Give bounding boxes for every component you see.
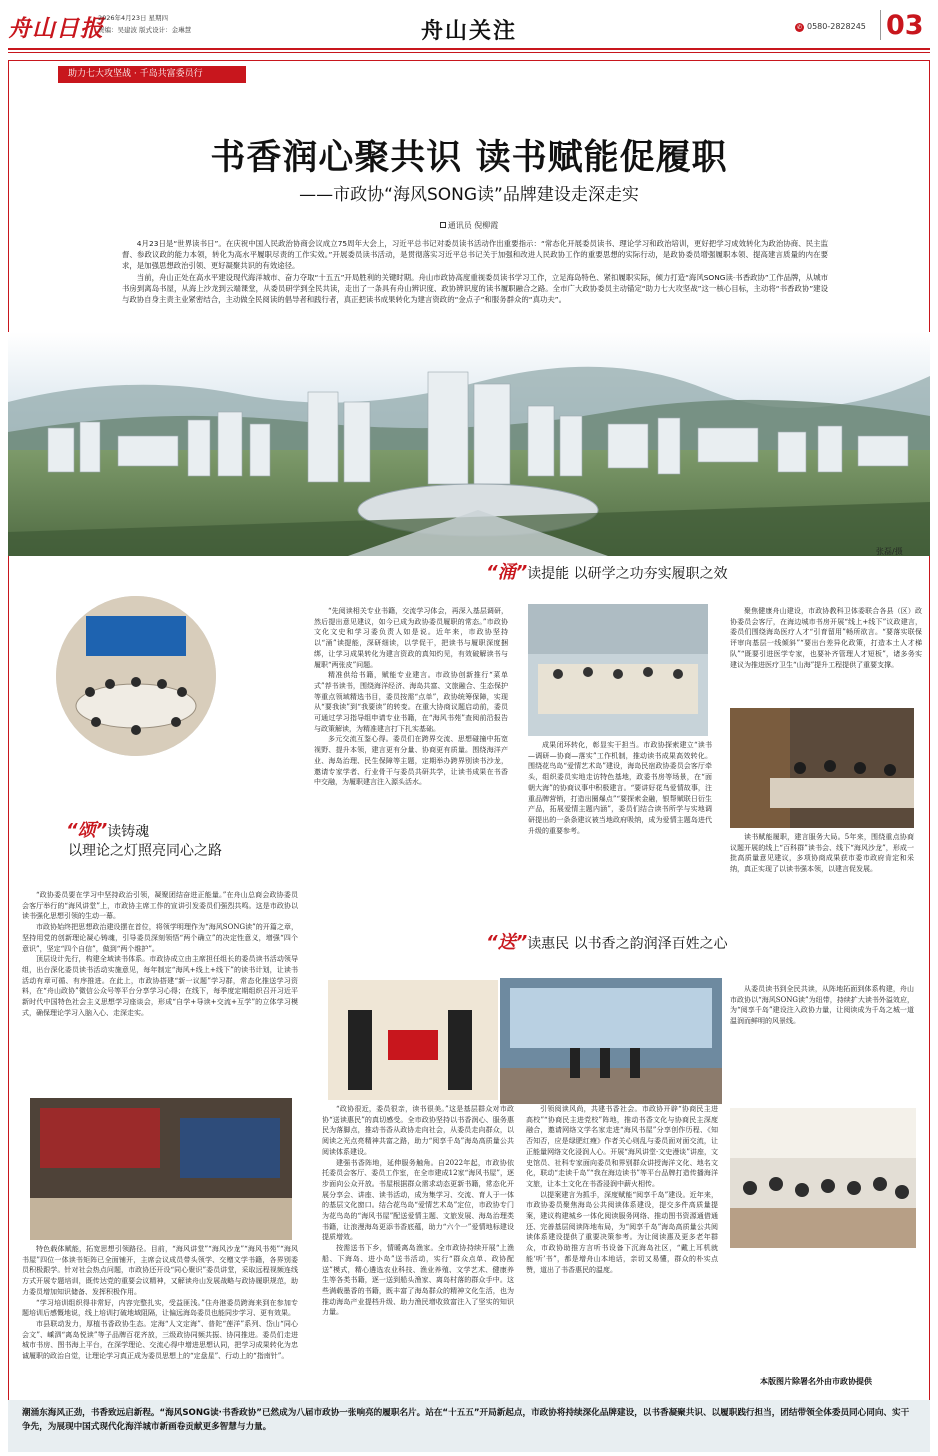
page-number: 03 (886, 10, 924, 41)
subheadline: ——市政协“海风SONG读”品牌建设走深走实 (299, 185, 639, 205)
headline: 书香润心聚共识 读书赋能促履职 (210, 138, 728, 178)
reading-event-stage-photo (500, 978, 722, 1104)
section-mark: “送” (486, 932, 528, 953)
text-column (528, 740, 712, 908)
paragraph: “学习培训组织得非常好，内容完整扎实，受益匪浅。”住舟港委员跨海来到在参加专题培训后感慨地说，线上培训打破地域阻隔，让偏远海岛委员也能同步学习、更有效果。 (22, 1298, 298, 1318)
book-donation-photo (328, 980, 498, 1100)
aerial-city-photo (8, 332, 930, 556)
award-photo (328, 980, 498, 1100)
paragraph: 市县联动发力，厚植书香政协生态。定海“人文定海”、普陀“莲洋”系列、岱山“同心会文”、嵊泗“离岛悦读”等子品牌百花齐放，三级政协同频共振、协同推进。委员们走进城市书房、图书海上平台，在深学理论、交流心得中增进思想认同，把学习成果转化为忠诚履职的政治自觉，让理论学习真正成为委员思想上的“定盘星”、行动上的“指南针”。 (22, 1319, 298, 1361)
training-photo (30, 1098, 292, 1240)
photo-note: 本版图片除署名外由市政协提供 (760, 1377, 872, 1386)
meeting-photo (56, 596, 216, 756)
text-column (730, 984, 914, 1106)
photo-credit: 张磊/摄 (876, 547, 903, 556)
paragraph: 成果闭环转化，彰显实干担当。市政协探索建立“读书—调研—协商—落实”工作机制，推动读书成果高效转化。围绕花鸟岛“爱情艺术岛”建设，海岛民宿政协委员会客厅牵头，组织委员实地走访特色基地，政委书房等场景，在“面朝大海”的协商议事中积极建言。“要讲好花鸟爱情故事，注重品牌营销，打造出圈爆点”“要探索金融，银帮赋联日衍生产品，拓展爱情主题内涵”，委员们结合读书所学与实地调研提出的一条条建议被当地政府吸纳，成为爱情主题岛进代升级的重要参考。 (528, 741, 712, 835)
paragraph: “政协很近，委员很亲，读书很美。”这是基层群众对市政协“送读惠民”的真切感受。全市政协坚持以书香润心、服务惠民为落脚点，推动书香从政协走向社会，从委员走向群众，以阅读之光点亮精神共富之路，助力“阅享千岛”海岛高质量公共阅读体系建设。 (322, 1105, 514, 1156)
text-column (22, 890, 298, 1082)
phone-icon: ✆ (796, 24, 803, 31)
lead-paragraph: 4月23日是“世界读书日”。在庆祝中国人民政治协商会议成立75周年大会上，习近平总书记对委员读书活动作出重要指示：“常态化开展委员读书、理论学习和政治培训，更好把学习成效转化为政治协商、民主监督、参政议政的能力本领，转化为高水平履职尽责的工作实效。”开展委员读书活动，是贯彻落实习近平总书记关于加强和改进人民政协工作的重要思想的实际行动，是政协委员增强履职本领、提高建言质量的内在要求，是加强思想政治引领、更好凝聚共识的有效途径。 (122, 239, 828, 271)
paragraph: 顶层设计先行，构建全域读书体系。市政协成立由主席担任组长的委员读书活动领导组，出台深化委员读书活动实施意见，每年制定“海风+线上+线下”的读书计划，让读书活动有章可循、有序推进。在此上，市政协搭建“新一议题”学习群，常态化推送学习资料，在“舟山政协”微信公众号等平台分享学习心得；在线下，每季度定期组织召开习近平新时代中国特色社会主义思想学习座谈会，形成“自学+导读+交流+互学”的立体学习模式，确保理论学习入脑入心、走深走实。 (22, 955, 298, 1017)
seaside-photo (528, 604, 708, 736)
paragraph: “政协委员要在学习中坚持政治引领，凝聚团结奋进正能量。”在舟山总商会政协委员会客厅举行的“海风讲堂”上，市政协主席工作的宣讲引发委员们强烈共鸣。这是市政协以读书强化思想引领的生动一幕。 (22, 891, 298, 921)
meeting-room-photo (56, 596, 216, 756)
issue-date: 2026年4月23日 星期四 (98, 14, 169, 22)
masthead-rule (8, 48, 930, 50)
phone-number: 0580-2828245 (807, 22, 866, 31)
text-column (526, 1104, 718, 1332)
lead-text (122, 238, 828, 305)
byline: 通讯员 倪柳霞 (0, 220, 938, 231)
discussion-photo (730, 708, 914, 828)
contact-phone (795, 22, 866, 32)
paragraph: 精准供给书籍，赋能专业建言。市政协创新推行“菜单式”荐书读书，围绕海洋经济、海岛共富、文旅融合、生态保护等重点领域精选书目，委员按需“点单”，政协统筹保障，实现从“要我读”到“我要读”的转变。在重大协商议题启动前，委员可通过学习指导组申请专业书籍，在“海风书苑”查阅前沿报告与政策解读，为精准建言打下扎实基础。 (314, 671, 508, 733)
paragraph: 读书赋能履职，建言服务大局。5年来，围绕重点协商议题开展的线上“百科群”读书会、线下“海风沙龙”，形成一批高质量意见建议，多项协商成果获市委市政府肯定和采纳，真正实现了以读书强本领，以建言促发展。 (730, 833, 914, 874)
text-column (314, 606, 508, 908)
topic-banner: 助力七大攻坚战 · 千岛共富委员行 (58, 66, 246, 83)
paragraph: 市政协始终把思想政治建设摆在首位，将领学明理作为“海风SONG读”的开篇之章，坚持用党的创新理论凝心铸魂，引导委员深刻领悟“两个确立”的决定性意义，增强“四个意识”，坚定“四个自信”，做到“两个维护”。 (22, 923, 298, 953)
training-session-photo (30, 1098, 292, 1240)
section-mark: “涌” (486, 562, 528, 583)
paragraph: 聚焦健康舟山建设，市政协教科卫体委联合各县（区）政协委员会客厅，在海边城市书房开展“线上+线下”议政建言，委员们围绕海岛医疗人才“引育留用”畅所欲言。“要落实联保评审向基层一线倾斜”“要出台差异化政策，打造本土人才梯队”“既要引进医学专家，也要补齐管理人才短板”，诸多务实建议为推进医疗卫生“山海”提升工程提供了重要支撑。 (730, 607, 922, 669)
section-heading-yong: “涌”读提能 以研学之功夯实履职之效 (486, 562, 728, 583)
paragraph: 从委员读书到全民共读，从阵地拓面到体系构建，舟山市政协以“海风SONG读”为纽带，持续扩大读书外溢效应，为“阅享千岛”建设注入政协力量，让阅读成为千岛之城一道温润而鲜明的风景线。 (730, 985, 914, 1026)
conclusion-text: 潮涌东海风正劲，书香致远启新程。“海风SONG读·书香政协”已然成为八届市政协一张响亮的履职名片。站在“十五五”开局新起点，市政协将持续深化品牌建设，以书香凝聚共识、以履职践行担当，团结带领全体委员同心同向、实干争先，为展现中国式现代化海洋城市新画卷贡献更多智慧与力量。 (22, 1408, 910, 1432)
conclusion-box (8, 1400, 930, 1452)
lead-paragraph: 当前，舟山正处在高水平建设现代海洋城市、奋力夺取“十五五”开局胜利的关键时期。舟山市政协高度重视委员读书学习工作，立足海岛特色、紧扣履职实际，倾力打造“海风SONG读·书香政协”工作品牌，从城市书房到离岛书屋，从海上沙龙到云端课堂，从委员研学到全民共读，走出了一条具有舟山辨识度、政协辨识度的读书履职融合之路。全市广大政协委员主动锚定“助力七大攻坚战”这一核心目标，主动将“书香政协”建设与政协自身主责主业紧密结合，主动做全民阅读的倡导者和践行者，真正把读书成果转化为建言资政的“金点子”和服务群众的“真功夫”。 (122, 272, 828, 305)
divider (880, 10, 881, 40)
section-subtitle: 以理论之灯照亮同心之路 (68, 843, 222, 859)
text-column (22, 1244, 298, 1396)
text-column (322, 1104, 514, 1332)
staff-credits: 责编：吴建波 版式设计：金琳慧 (98, 26, 192, 34)
bookstore-discussion-photo (730, 708, 914, 828)
audience-photo (730, 1108, 916, 1248)
paragraph: 特色载体赋能，拓宽思想引领路径。目前，“海风讲堂”“海风沙龙”“海风书苑”“海风书屋”四位一体读书矩阵已全面铺开，主席会议成员带头领学、交赠文学书籍，各界别委员积极跟学。针对社会热点问题，市政协还开设“同心聚识”委员讲堂，采取远程视频连线方式开展专题培训，既传达党的重要会议精神，又解读舟山发展战略与政协履职规范，助力委员增加知识储备、发挥积极作用。 (22, 1245, 298, 1296)
paragraph: 多元交流互鉴心得。委员们在跨界交流、思想碰撞中拓宽视野、提升本领，建言更有分量、协商更有质量。围绕海洋产业、海岛治理、民生保障等主题，定期举办跨界别读书沙龙，邀请专家学者、行业骨干与委员共研共学，让读书成果在书香中交融，为履职建言注入源头活水。 (314, 735, 508, 787)
masthead-rule (8, 52, 930, 53)
byline-box-icon (440, 222, 446, 228)
reading-audience-photo (730, 1108, 916, 1248)
paragraph: 建强书香阵地，延伸服务触角。自2022年起，市政协依托委员会客厅、委员工作室，在全市建成12家“海风书屋”，逐步面向公众开放。书屋根据群众需求动态更新书籍，常态化开展分享会、讲座、读书活动，成为集学习、交流、育人于一体的基层文化窗口。结合花鸟岛“爱情艺术岛”定位，市政协专门为花鸟岛的“海风书屋”配送爱情主题、文旅发展、海岛治理类书籍，让浪漫海岛更添书香底蕴，助力“六个一”爱情地标建设提质增效。 (322, 1158, 514, 1242)
paragraph: 以提案建言为抓手，深度赋能“阅享千岛”建设。近年来，市政协委员聚焦海岛公共阅读体系建设，提交多件高质量提案，建议构建城乡一体化阅读服务网络、推动图书资源通借通还、完善基层阅读阵地布局，为“阅享千岛”海岛高质量公共阅读体系建设提供了重要决策参考。为让阅读惠及更多老年群众，市政协助推方言听书设备下沉海岛社区，“戴上耳机就能‘听’书”，都是增舟山本地话，亲切又易懂，群众的朴实点赞，道出了书香惠民的温度。 (526, 1190, 718, 1274)
paragraph: “先阅读相关专业书籍，交流学习体会，再深入基层调研，然后提出意见建议，如今已成为政协委员履职的常态。”市政协文化文史和学习委负责人如是说。近年来，市政协坚持以“涌”读提能，深研细读，以学促干，把读书与履职深度捆绑，让学习成果转化为建言资政的真知灼见，有效破解读书与履职“两张皮”问题。 (314, 607, 508, 669)
text-column (730, 832, 914, 906)
section-heading-song: “颂”读铸魂 (66, 820, 150, 841)
paragraph: 引领阅读风尚，共建书香社会。市政协开辟“协商民主进高校”“协商民主进党校”阵地，推动书香文化与协商民主深度融合，邀请网络文学名家走进“海风书屋”分享创作历程、《知否知否，应是绿肥红瘦》作者关心则乱与委员面对面交流，让正能量网络文化浸润人心。开展“海风讲堂·文史漫谈”讲座，文史馆员、社科专家面向委员和界别群众讲授海洋文化、地名文化，联动“走读千岛”“我在海边读书”等平台品牌打造传播海洋文旅，让本土文化在书香浸润中薪火相传。 (526, 1105, 718, 1188)
section-title: 舟山关注 (420, 18, 517, 44)
text-column (730, 606, 922, 706)
section-mark: “颂” (66, 820, 108, 841)
event-stage-photo (500, 978, 722, 1104)
section-heading-song2: “送”读惠民 以书香之韵润泽百姓之心 (486, 932, 728, 953)
hero-photo (8, 332, 930, 556)
paragraph: 按需送书下乡，情暖离岛渔家。全市政协持续开展“上渔船、下海岛、进小岛”送书活动，实行“群众点单、政协配送”模式，精心遴选农业科技、渔业养殖、文学艺术、健康养生等各类书籍，逐一送到船头渔家、离岛村落的群众手中。这些满载墨香的书籍，既丰富了海岛群众的精神文化生活，也为推动海岛产业提档升级、助力渔民增收致富注入了坚实的知识力量。 (322, 1244, 514, 1317)
newspaper-logo: 舟山日报 (8, 15, 104, 42)
seaside-group-photo (528, 604, 708, 736)
